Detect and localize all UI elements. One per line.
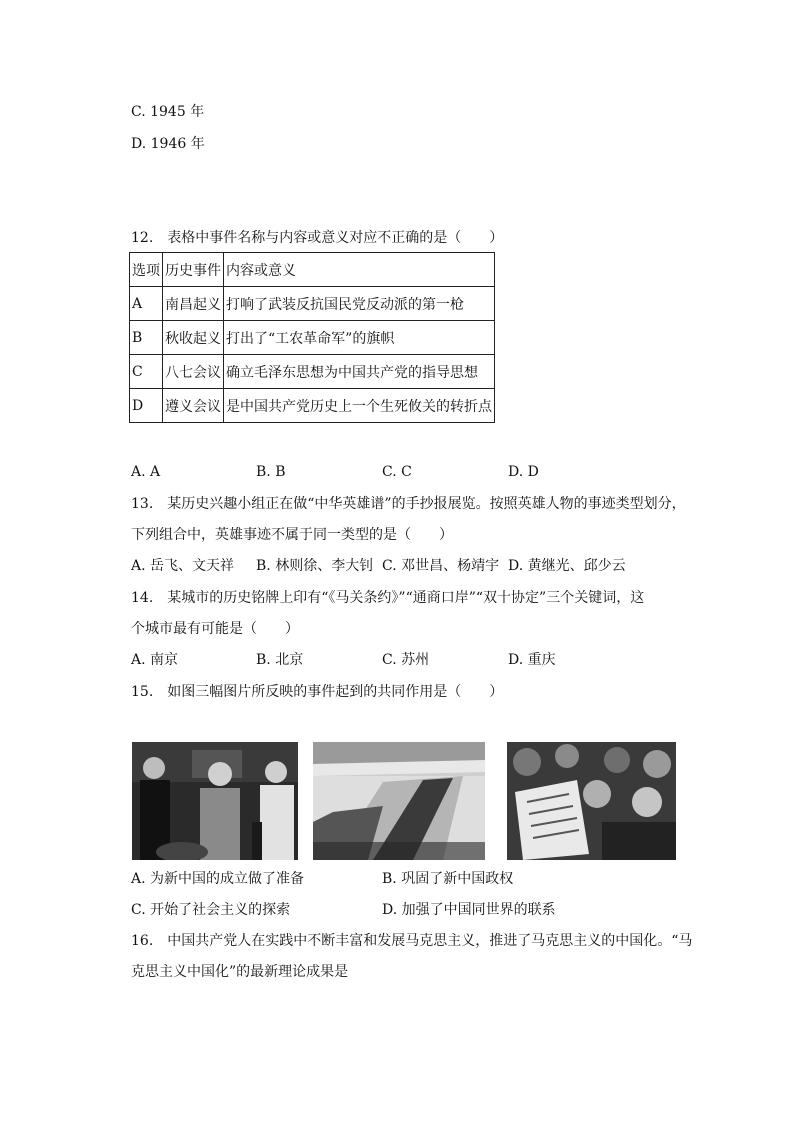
q14-stem-line1: 14. 某城市的历史铭牌上印有“《马关条约》”“通商口岸”“双十协定”三个关键词，这 [131, 590, 645, 606]
newspaper-reading-photo [507, 742, 676, 860]
q12-stem: 12. 表格中事件名称与内容或意义对应不正确的是（ ） [131, 230, 504, 246]
q12-option-c: C. C [382, 464, 412, 480]
table-header-cell: 历史事件 [163, 253, 224, 287]
table-row [130, 287, 495, 321]
q13-option-a: A. 岳飞、文天祥 [131, 558, 235, 574]
table-header-row [130, 253, 495, 287]
q15-option-b: B. 巩固了新中国政权 [382, 871, 514, 887]
table-header-cell: 选项 [130, 253, 163, 287]
q15-option-c: C. 开始了社会主义的探索 [131, 902, 291, 918]
table-cell: 打出了“工农革命军”的旗帜 [224, 321, 495, 355]
q14-stem-line2: 个城市最有可能是（ ） [131, 621, 299, 637]
q15-option-d: D. 加强了中国同世界的联系 [382, 902, 556, 918]
q13-option-c: C. 邓世昌、杨靖宇 [382, 558, 500, 574]
table-cell: 八七会议 [163, 355, 224, 389]
option-c-1945: C. 1945 年 [131, 104, 205, 120]
q12-option-d: D. D [508, 464, 539, 480]
table-cell: 遵义会议 [163, 389, 224, 423]
table-header-cell: 内容或意义 [224, 253, 495, 287]
group-portrait-photo [132, 742, 298, 860]
q15-option-a: A. 为新中国的成立做了准备 [131, 871, 305, 887]
table-row [130, 355, 495, 389]
q12-option-a: A. A [131, 464, 161, 480]
q16-stem-line2: 克思主义中国化”的最新理论成果是 [131, 964, 349, 980]
table-cell: 确立毛泽东思想为中国共产党的指导思想 [224, 355, 495, 389]
option-d-1946: D. 1946 年 [131, 136, 205, 152]
table-cell: 是中国共产党历史上一个生死攸关的转折点 [224, 389, 495, 423]
q14-option-a: A. 南京 [131, 652, 179, 668]
table-cell: A [130, 287, 163, 321]
table-cell: 打响了武装反抗国民党反动派的第一枪 [224, 287, 495, 321]
table-cell: D [130, 389, 163, 423]
q12-option-b: B. B [256, 464, 286, 480]
q15-stem: 15. 如图三幅图片所反映的事件起到的共同作用是（ ） [131, 684, 504, 700]
q13-stem-line2: 下列组合中，英雄事迹不属于同一类型的是（ ） [131, 527, 453, 543]
q14-option-d: D. 重庆 [508, 652, 556, 668]
q14-option-c: C. 苏州 [382, 652, 430, 668]
table-cell: C [130, 355, 163, 389]
table-cell: 秋收起义 [163, 321, 224, 355]
q13-stem-line1: 13. 某历史兴趣小组正在做“中华英雄谱”的手抄报展览。按照英雄人物的事迹类型划分， [131, 496, 686, 512]
table-cell: 南昌起义 [163, 287, 224, 321]
bridge-crossing-photo [313, 742, 485, 860]
q14-option-b: B. 北京 [256, 652, 304, 668]
q13-option-d: D. 黄继光、邱少云 [508, 558, 626, 574]
table-cell: B [130, 321, 163, 355]
table-row [130, 389, 495, 423]
q16-stem-line1: 16. 中国共产党人在实践中不断丰富和发展马克思主义，推进了马克思主义的中国化。“马 [131, 933, 693, 949]
q12-table [129, 252, 495, 423]
table-row [130, 321, 495, 355]
q13-option-b: B. 林则徐、李大钊 [256, 558, 374, 574]
